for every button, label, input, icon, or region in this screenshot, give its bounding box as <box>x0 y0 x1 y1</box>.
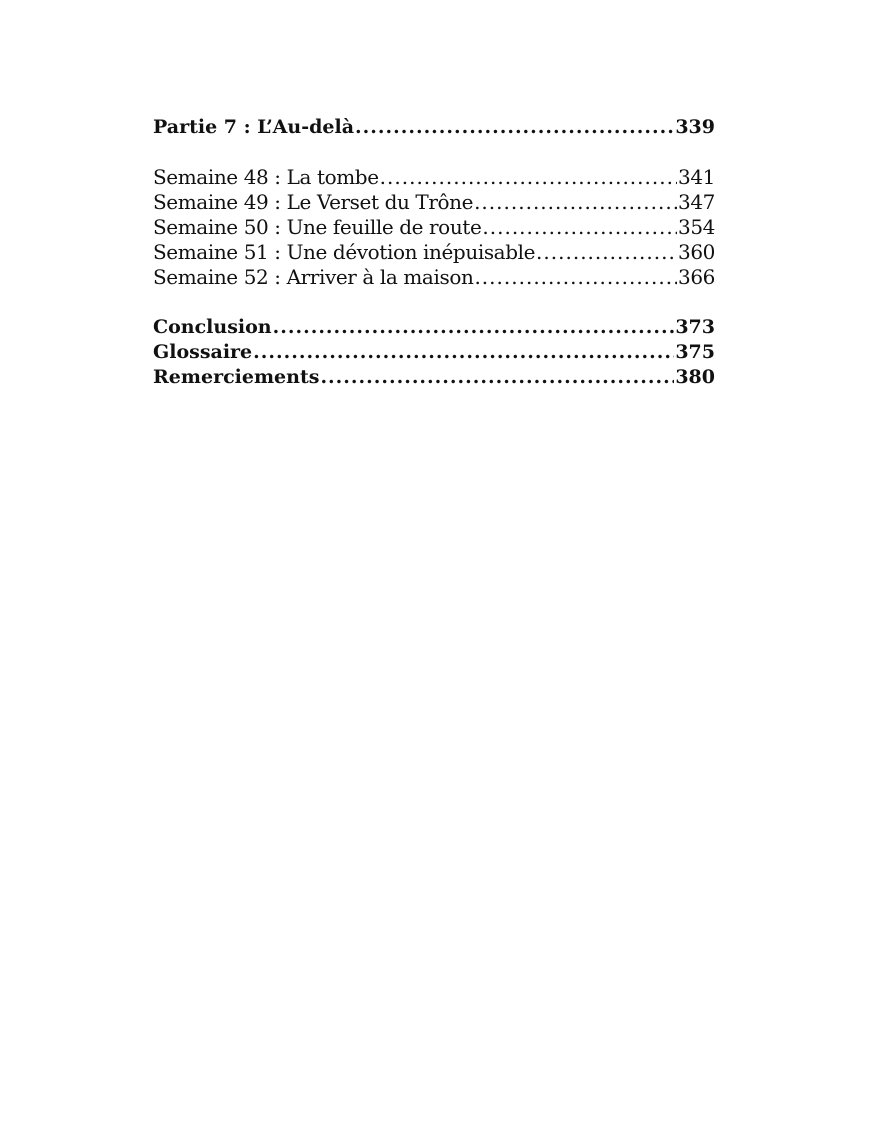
toc-entry-title: Semaine 51 : Une dévotion inépuisable <box>153 240 536 264</box>
toc-entry-page: 375 <box>675 341 715 363</box>
toc-entry-conclusion[interactable] <box>153 315 715 340</box>
toc-entry-week-52[interactable] <box>153 265 715 290</box>
toc-entry-glossaire[interactable] <box>153 340 715 365</box>
toc-dot-leader <box>482 215 677 240</box>
toc-entry-week-51[interactable] <box>153 240 715 265</box>
toc-entry-page: 366 <box>678 265 715 289</box>
toc-dot-leader <box>355 115 674 140</box>
toc-entry-page: 360 <box>678 240 715 264</box>
toc-dot-leader <box>474 265 677 290</box>
toc-entry-page: 341 <box>678 165 715 189</box>
toc-entry-part-7[interactable] <box>153 115 715 140</box>
toc-dot-leader <box>536 240 677 265</box>
toc-entry-page: 339 <box>675 116 715 138</box>
toc-dot-leader <box>273 315 675 340</box>
toc-entry-title: Glossaire <box>153 341 253 363</box>
toc-entry-title: Semaine 48 : La tombe <box>153 165 379 189</box>
toc-entry-page: 380 <box>675 366 715 388</box>
toc-dot-leader <box>380 165 677 190</box>
toc-dot-leader <box>474 190 677 215</box>
toc-entry-week-50[interactable] <box>153 215 715 240</box>
toc-entry-page: 373 <box>675 316 715 338</box>
toc-entry-title: Partie 7 : L’Au-delà <box>153 116 355 138</box>
toc-spacer <box>153 290 715 315</box>
toc-entry-title: Semaine 52 : Arriver à la maison <box>153 265 474 289</box>
toc-entry-title: Semaine 50 : Une feuille de route <box>153 215 482 239</box>
toc-entry-week-49[interactable] <box>153 190 715 215</box>
toc-entry-page: 354 <box>678 215 715 239</box>
toc-entry-remerciements[interactable] <box>153 365 715 390</box>
toc-entry-title: Remerciements <box>153 366 320 388</box>
toc-entry-page: 347 <box>678 190 715 214</box>
toc-entry-week-48[interactable] <box>153 165 715 190</box>
toc-entry-title: Semaine 49 : Le Verset du Trône <box>153 190 474 214</box>
toc-spacer <box>153 140 715 165</box>
toc-dot-leader <box>320 365 674 390</box>
table-of-contents <box>153 115 715 390</box>
toc-entry-title: Conclusion <box>153 316 272 338</box>
toc-dot-leader <box>253 340 674 365</box>
